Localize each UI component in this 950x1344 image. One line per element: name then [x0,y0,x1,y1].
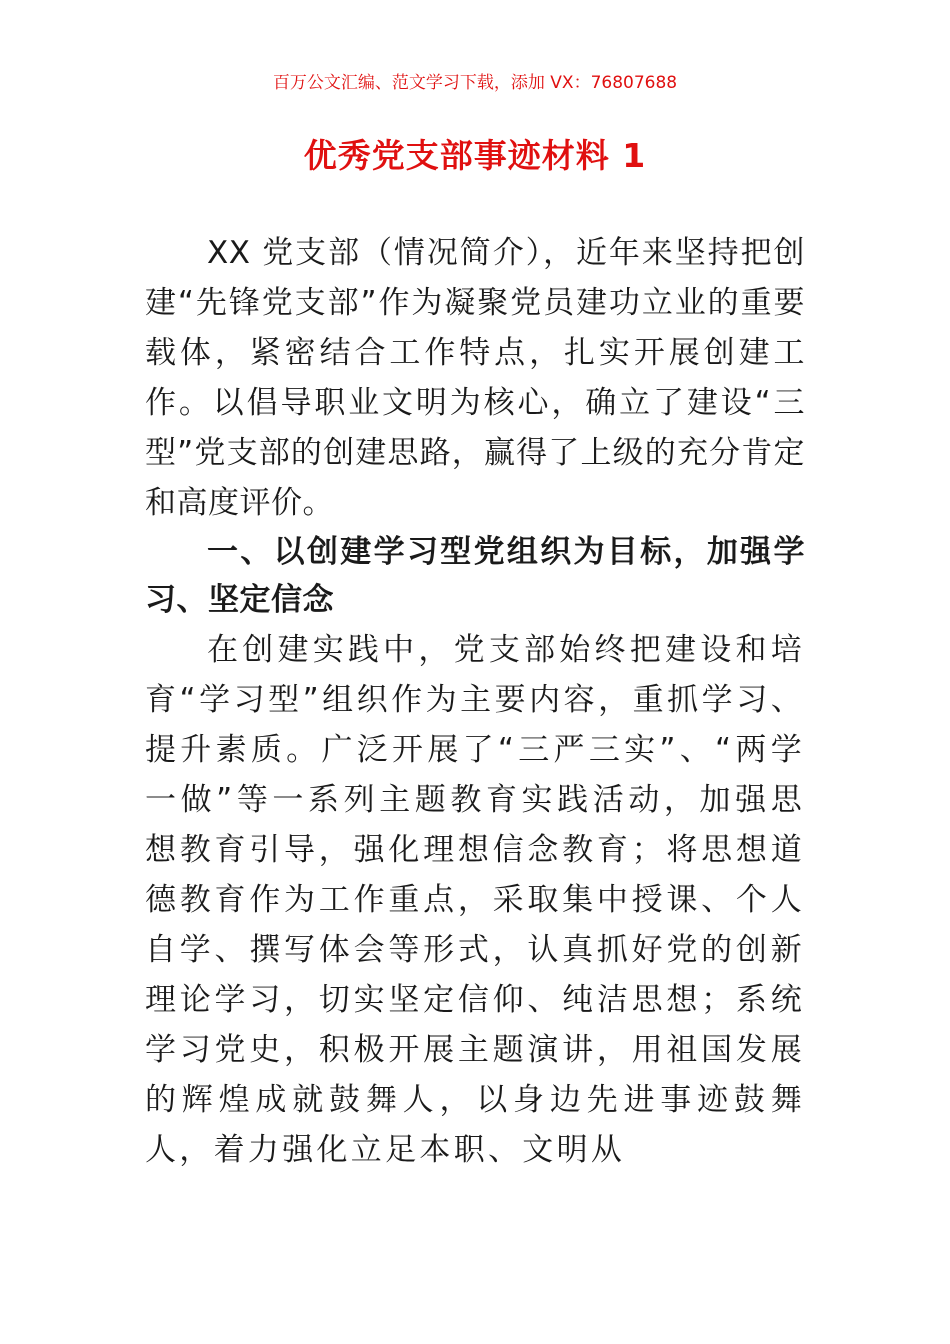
document-title: 优秀党支部事迹材料 1 [303,136,647,175]
header-note: 百万公文汇编、范文学习下载，添加 VX：76807688 [272,73,678,93]
section-heading: 一、以创建学习型党组织为目标，加强学习、坚定信念 [145,534,805,618]
section-paragraph: 在创建实践中，党支部始终把建设和培育“学习型”组织作为主要内容，重抓学习、提升素质。广泛开展了“三严三实”、“两学一做”等一系列主题教育实践活动，加强思想教育引导，强化理想信念教育；将思想道德教育作为工作重点，采取集中授课、个人自学、撰写体会等形式，认真抓好党的创新理论学习，切实坚定信仰、纯洁思想；系统学习党史，积极开展主题演讲，用祖国发展的辉煌成就鼓舞人，以身边先进事迹鼓舞人，着力强化立足本职、文明从 [145,632,805,1168]
intro-paragraph: XX 党支部（情况简介），近年来坚持把创建“先锋党支部”作为凝聚党员建功立业的重要载体，紧密结合工作特点，扎实开展创建工作。以倡导职业文明为核心，确立了建设“三型”党支部的创建思路，赢得了上级的充分肯定和高度评价。 [145,235,805,521]
